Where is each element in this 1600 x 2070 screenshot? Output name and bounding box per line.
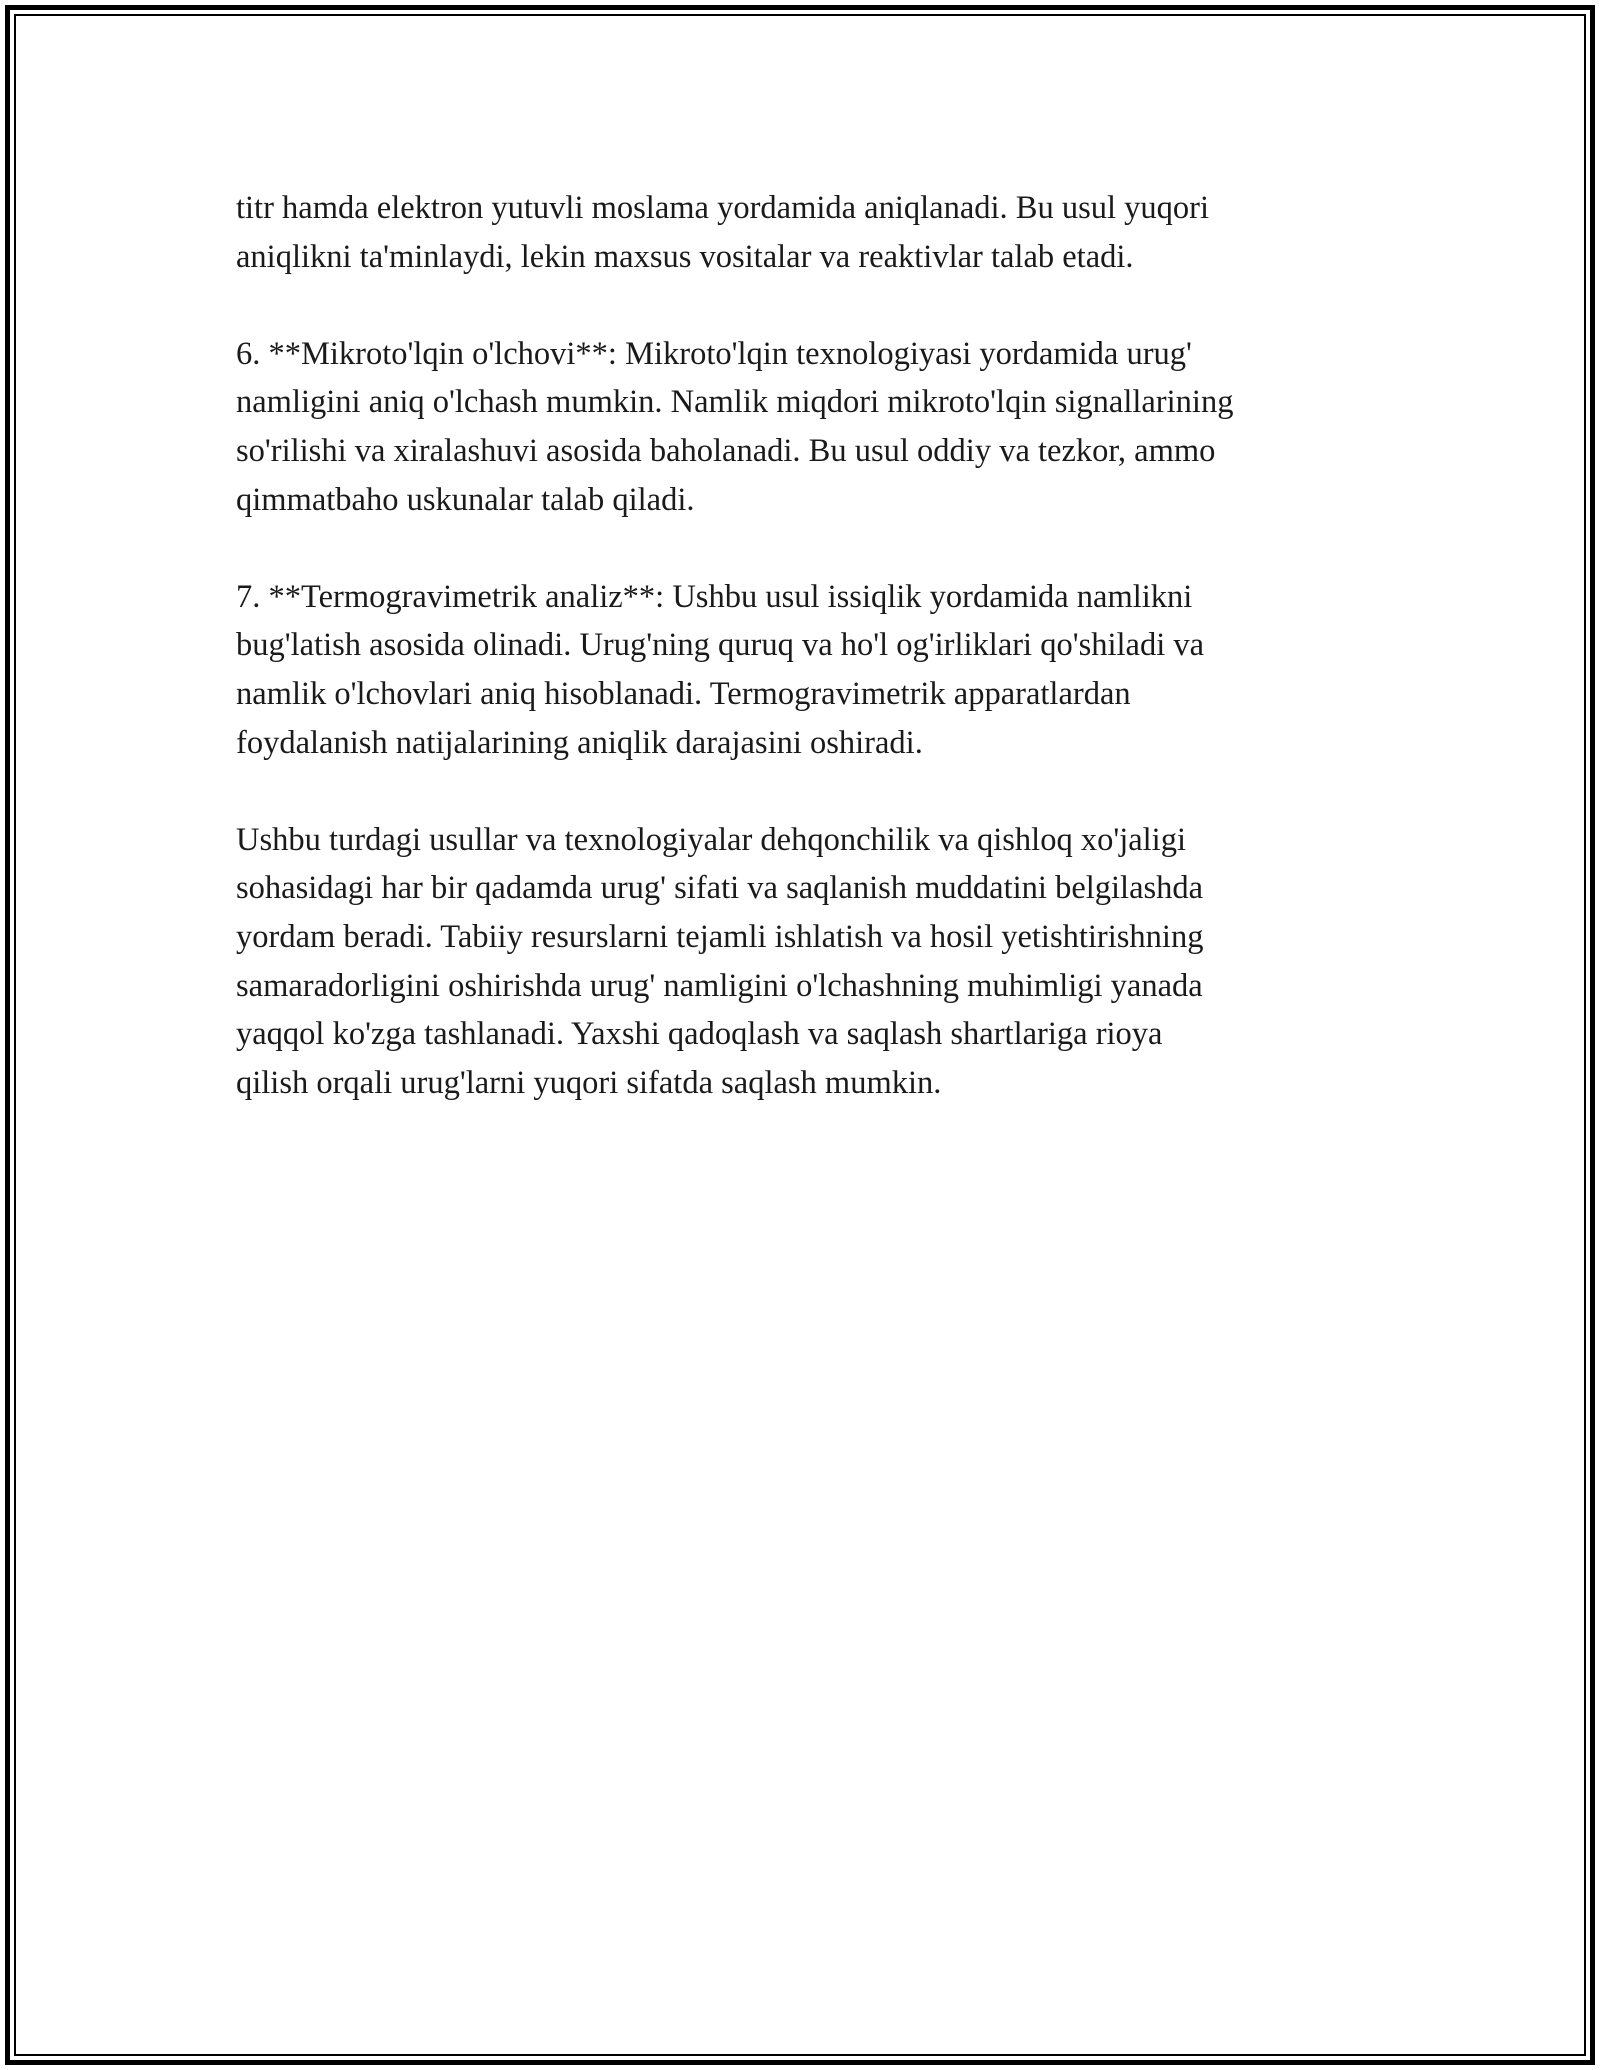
paragraph-conclusion: Ushbu turdagi usullar va texnologiyalar dehqonchilik va qishloq xo'jaligi sohasidagi har bir qadamda urug' sifati va saqlanish muddatini belgilashda yordam beradi. Tabiiy resurslarni tejamli ishlatish va hosil yetishtirishning samaradorligini oshirishda urug' namligini o'lchashning muhimligi yanada yaqqol ko'zga tashlanadi. Yaxshi qadoqlash va saqlash shartlariga rioya qilish orqali urug'larni yuqori sifatda saqlash mumkin. — [236, 821, 1204, 1101]
document-body — [236, 184, 1376, 1156]
paragraph-continuation: titr hamda elektron yutuvli moslama yordamida aniqlanadi. Bu usul yuqori aniqlikni ta'minlaydi, lekin maxsus vositalar va reaktivlar talab etadi. — [236, 190, 1210, 275]
paragraph-microwave-measurement: 6. **Mikroto'lqin o'lchovi**: Mikroto'lqin texnologiyasi yordamida urug' namligini aniq o'lchash mumkin. Namlik miqdori mikroto'lqin signallarining so'rilishi va xiralashuvi asosida baholanadi. Bu usul oddiy va tezkor, ammo qimmatbaho uskunalar talab qiladi. — [236, 335, 1234, 518]
paragraph-thermogravimetric-analysis: 7. **Termogravimetrik analiz**: Ushbu usul issiqlik yordamida namlikni bug'latish asosida olinadi. Urug'ning quruq va ho'l og'irliklari qo'shiladi va namlik o'lchovlari aniq hisoblanadi. Termogravimetrik apparatlardan foydalanish natijalarining aniqlik darajasini oshiradi. — [236, 578, 1205, 761]
